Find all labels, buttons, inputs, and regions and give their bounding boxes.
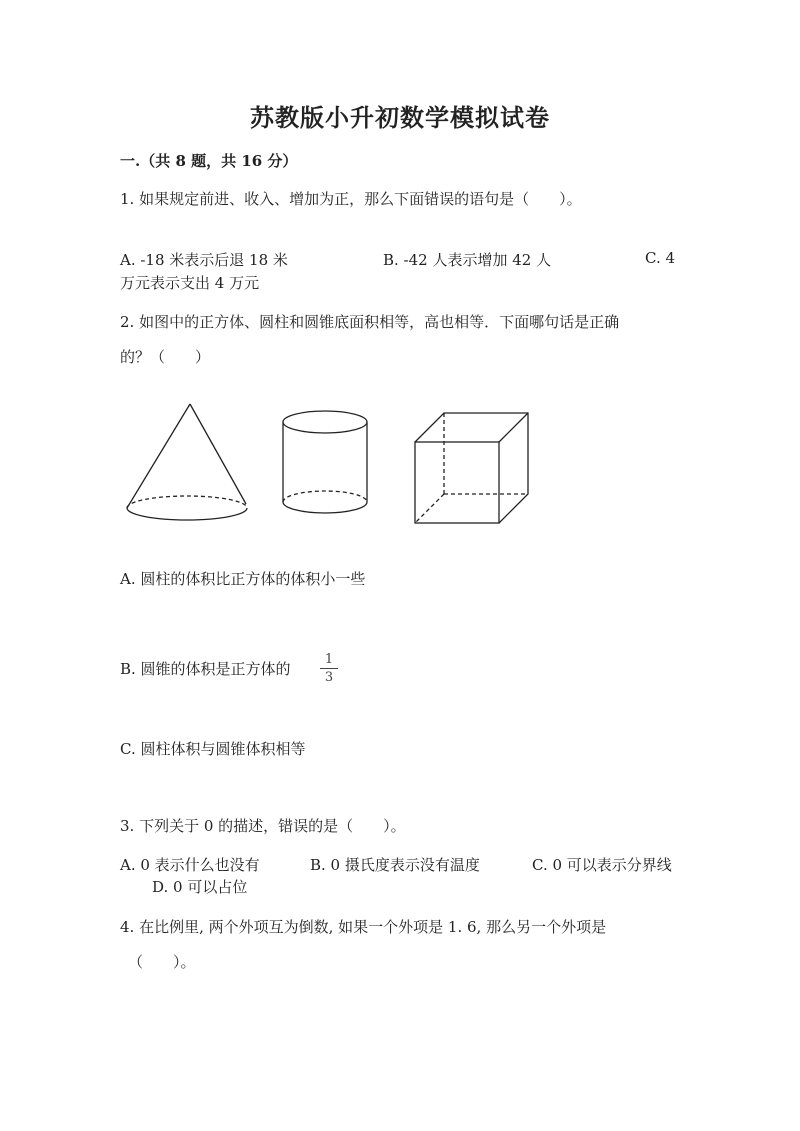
fraction-numerator: 1 [324,652,334,667]
question-3-option-c: C. 0 可以表示分界线 [532,856,672,874]
question-1-stem: 1. 如果规定前进、收入、增加为正，那么下面错误的语句是（ ）。 [120,190,582,208]
question-3-option-a: A. 0 表示什么也没有 [120,856,260,874]
page-title: 苏教版小升初数学模拟试卷 [250,103,550,132]
fraction-bar [320,668,338,669]
section-heading: 一.（共 8 题，共 16 分） [120,152,298,170]
fraction-denominator: 3 [324,670,334,685]
question-2-option-c: C. 圆柱体积与圆锥体积相等 [120,740,306,758]
cylinder-figure [283,411,367,513]
question-2-stem-line2: 的？（ ） [120,348,211,366]
question-1-option-b: B. -42 人表示增加 42 人 [383,251,552,269]
question-1-option-a: A. -18 米表示后退 18 米 [120,251,288,269]
cone-figure [127,404,247,520]
question-1-option-c-continued: 万元表示支出 4 万元 [120,274,260,292]
question-3-option-b: B. 0 摄氏度表示没有温度 [310,856,480,874]
question-2-stem-line1: 2. 如图中的正方体、圆柱和圆锥底面积相等，高也相等．下面哪句话是正确 [120,313,620,331]
one-third-fraction [320,652,338,685]
question-2-option-b: B. 圆锥的体积是正方体的 [120,660,291,678]
geometry-figure [118,396,538,532]
question-2-option-a: A. 圆柱的体积比正方体的体积小一些 [120,570,366,588]
question-3-stem: 3. 下列关于 0 的描述，错误的是（ ）。 [120,817,406,835]
question-4-stem-line1: 4. 在比例里, 两个外项互为倒数, 如果一个外项是 1. 6, 那么另一个外项是 [120,918,607,936]
question-1-option-c: C. 4 [645,249,676,267]
question-4-stem-line2: （ ）。 [128,953,196,971]
cube-figure [415,413,528,523]
question-3-option-d: D. 0 可以占位 [152,878,248,896]
